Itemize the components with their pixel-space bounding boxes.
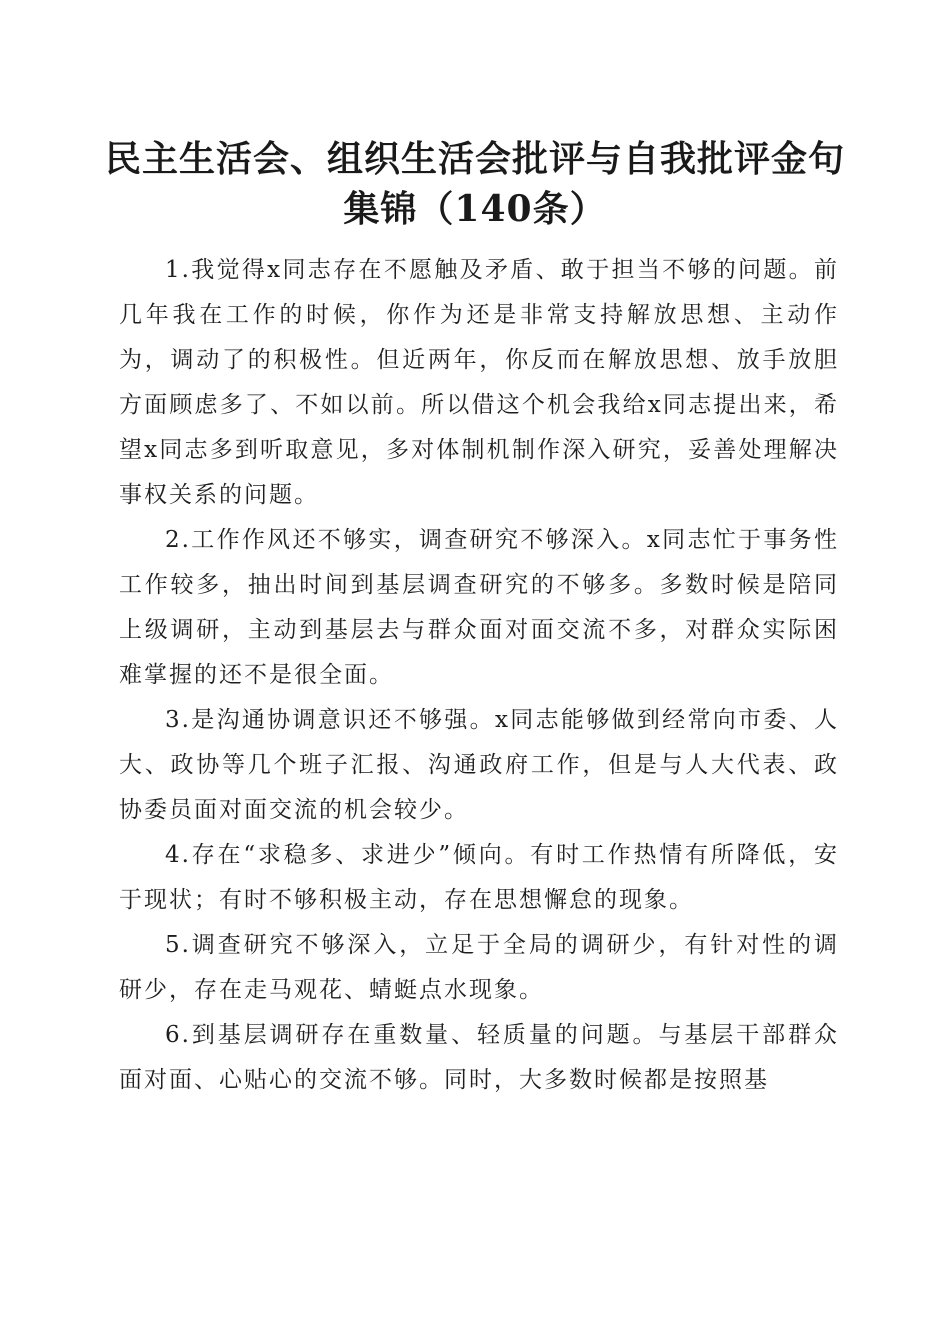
paragraph-4: 4.存在“求稳多、求进少”倾向。有时工作热情有所降低，安于现状；有时不够积极主动，存在思想懈怠的现象。 <box>119 842 839 913</box>
paragraph-5: 5.调查研究不够深入，立足于全局的调研少，有针对性的调研少，存在走马观花、蜻蜓点水现象。 <box>119 932 839 1003</box>
paragraph-3: 3.是沟通协调意识还不够强。x同志能够做到经常向市委、人大、政协等几个班子汇报、沟通政府工作，但是与人大代表、政协委员面对面交流的机会较少。 <box>119 707 839 823</box>
paragraph-1: 1.我觉得x同志存在不愿触及矛盾、敢于担当不够的问题。前几年我在工作的时候，你作为还是非常支持解放思想、主动作为，调动了的积极性。但近两年，你反而在解放思想、放手放胆方面顾虑多了、不如以前。所以借这个机会我给x同志提出来，希望x同志多到听取意见，多对体制机制作深入研究，妥善处理解决事权关系的问题。 <box>119 257 839 508</box>
paragraph-2: 2.工作作风还不够实，调查研究不够深入。x同志忙于事务性工作较多，抽出时间到基层调查研究的不够多。多数时候是陪同上级调研，主动到基层去与群众面对面交流不多，对群众实际困难掌握的还不是很全面。 <box>119 527 839 688</box>
document-body <box>119 248 839 1103</box>
document-title: 民主生活会、组织生活会批评与自我批评金句集锦（140条） <box>104 138 845 230</box>
paragraph-6: 6.到基层调研存在重数量、轻质量的问题。与基层干部群众面对面、心贴心的交流不够。同时，大多数时候都是按照基 <box>119 1022 839 1093</box>
